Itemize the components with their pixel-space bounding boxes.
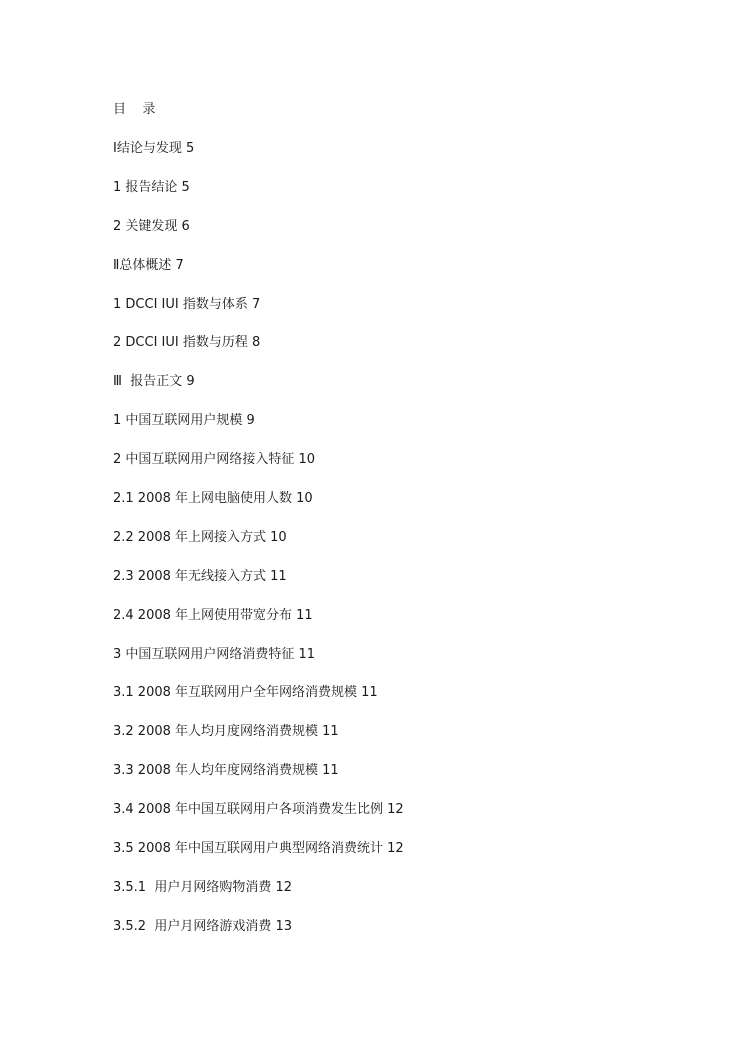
toc-list [113, 140, 404, 957]
toc-entry: 3.3 2008 年人均年度网络消费规模 11 [113, 763, 339, 779]
toc-entry: 2 中国互联网用户网络接入特征 10 [113, 452, 316, 468]
toc-entry: 2.4 2008 年上网使用带宽分布 11 [113, 607, 313, 623]
toc-entry: 2 DCCI IUI 指数与历程 8 [113, 335, 261, 351]
toc-entry: 1 DCCI IUI 指数与体系 7 [113, 296, 261, 312]
toc-entry: Ⅲ 报告正文 9 [113, 374, 195, 390]
toc-title: 目 录 [113, 102, 156, 117]
toc-entry: 3.4 2008 年中国互联网用户各项消费发生比例 12 [113, 802, 404, 818]
toc-entry: 2.2 2008 年上网接入方式 10 [113, 529, 287, 545]
toc-entry: 1 中国互联网用户规模 9 [113, 413, 255, 429]
toc-entry: 2.1 2008 年上网电脑使用人数 10 [113, 491, 313, 507]
toc-entry: Ⅱ总体概述 7 [113, 257, 184, 273]
toc-entry: 1 报告结论 5 [113, 179, 190, 195]
toc-entry: 3.5 2008 年中国互联网用户典型网络消费统计 12 [113, 841, 404, 857]
toc-entry: 3.2 2008 年人均月度网络消费规模 11 [113, 724, 339, 740]
toc-entry: 3.1 2008 年互联网用户全年网络消费规模 11 [113, 685, 378, 701]
toc-entry: 2 关键发现 6 [113, 218, 190, 234]
toc-entry: 2.3 2008 年无线接入方式 11 [113, 568, 287, 584]
toc-entry: 3.5.1 用户月网络购物消费 12 [113, 879, 293, 895]
toc-entry: 3 中国互联网用户网络消费特征 11 [113, 646, 316, 662]
toc-entry: 3.5.2 用户月网络游戏消费 13 [113, 918, 293, 934]
toc-entry: Ⅰ结论与发现 5 [113, 141, 195, 156]
